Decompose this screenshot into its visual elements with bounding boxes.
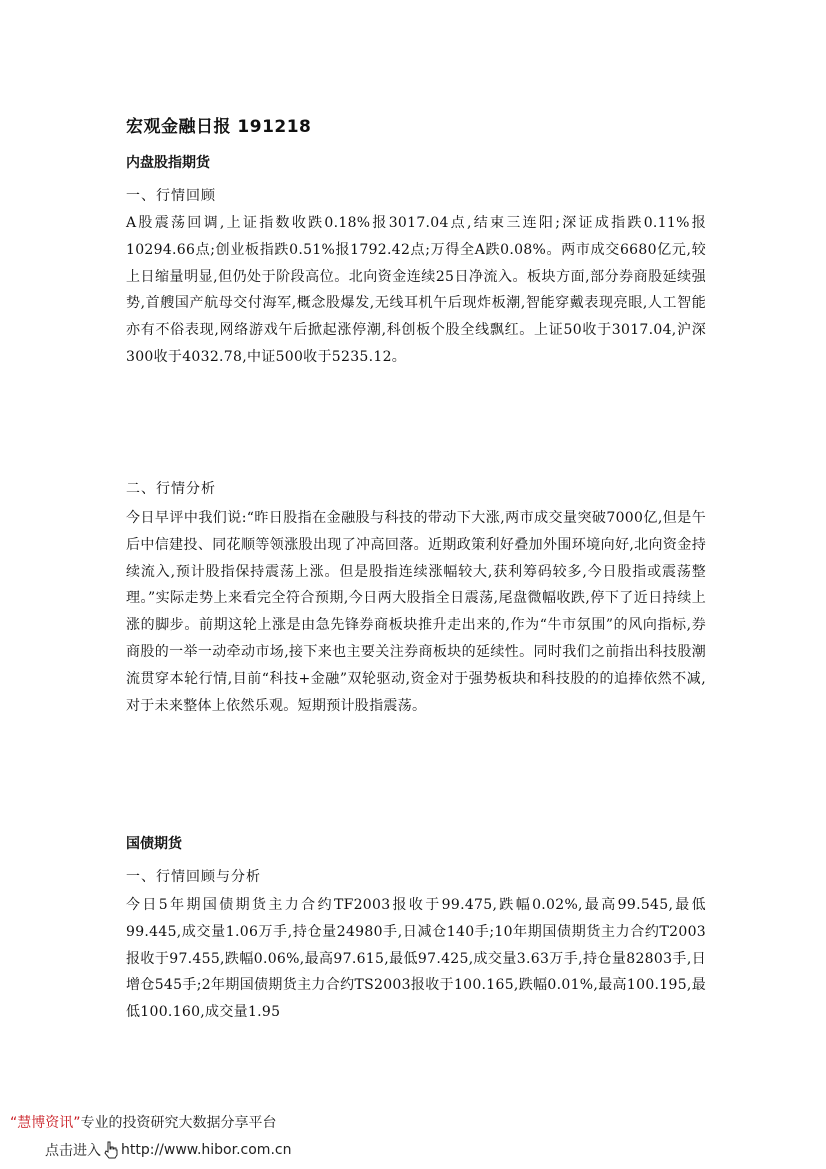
- footer-link-row[interactable]: [45, 1140, 291, 1160]
- section-heading-index-futures: 内盘股指期货: [126, 155, 210, 171]
- section-heading-treasury-futures: 国债期货: [126, 836, 182, 852]
- report-title: 宏观金融日报 191218: [126, 117, 312, 137]
- footer-tagline-text: 专业的投资研究大数据分享平台: [80, 1115, 277, 1131]
- footer-tagline: [10, 1112, 277, 1132]
- footer-quote-open: “: [10, 1115, 18, 1131]
- sub-heading-market-review: 一、行情回顾: [126, 188, 216, 204]
- sub-heading-market-analysis: 二、行情分析: [126, 481, 216, 497]
- footer-brand[interactable]: 慧博资讯: [17, 1115, 74, 1131]
- paragraph-market-analysis: 今日早评中我们说:“昨日股指在金融股与科技的带动下大涨,两市成交量突破7000亿,但是午后中信建投、同花顺等领涨股出现了冲高回落。近期政策利好叠加外围环境向好,北向资金持续流入,预计股指保持震荡上涨。但是股指连续涨幅较大,获利筹码较多,今日股指或震荡整理。”实际走势上来看完全符合预期,今日两大股指全日震荡,尾盘微幅收跌,停下了近日持续上涨的脚步。前期这轮上涨是由急先锋券商板块推升走出来的,作为“牛市氛围”的风向指标,券商股的一举一动牵动市场,接下来也主要关注券商板块的延续性。同时我们之前指出科技股潮流贯穿本轮行情,目前“科技+金融”双轮驱动,资金对于强势板块和科技股的的追捧依然不减,对于未来整体上依然乐观。短期预计股指震荡。: [126, 510, 706, 714]
- paragraph-treasury-review: 今日5年期国债期货主力合约TF2003报收于99.475,跌幅0.02%,最高99.545,最低99.445,成交量1.06万手,持仓量24980手,日减仓140手;10年期国债期货主力合约T2003报收于97.455,跌幅0.06%,最高97.615,最低97.425,成交量3.63万手,持仓量82803手,日增仓545手;2年期国债期货主力合约TS2003报收于100.165,跌幅0.01%,最高100.195,最低100.160,成交量1.95: [126, 897, 706, 1021]
- footer-quote-close: ”: [73, 1115, 81, 1131]
- footer-enter-label: 点击进入: [45, 1143, 101, 1159]
- paragraph-market-review: A股震荡回调,上证指数收跌0.18%报3017.04点,结束三连阳;深证成指跌0.11%报10294.66点;创业板指跌0.51%报1792.42点;万得全A跌0.08%。两市成交6680亿元,较上日缩量明显,但仍处于阶段高位。北向资金连续25日净流入。板块方面,部分券商股延续强势,首艘国产航母交付海军,概念股爆发,无线耳机午后现炸板潮,智能穿戴表现亮眼,人工智能亦有不俗表现,网络游戏午后掀起涨停潮,科创板个股全线飘红。上证50收于3017.04,沪深300收于4032.78,中证500收于5235.12。: [126, 215, 706, 365]
- footer-url-link[interactable]: http://www.hibor.com.cn: [121, 1142, 292, 1158]
- pointing-hand-icon: [103, 1141, 119, 1159]
- sub-heading-review-analysis: 一、行情回顾与分析: [126, 869, 261, 885]
